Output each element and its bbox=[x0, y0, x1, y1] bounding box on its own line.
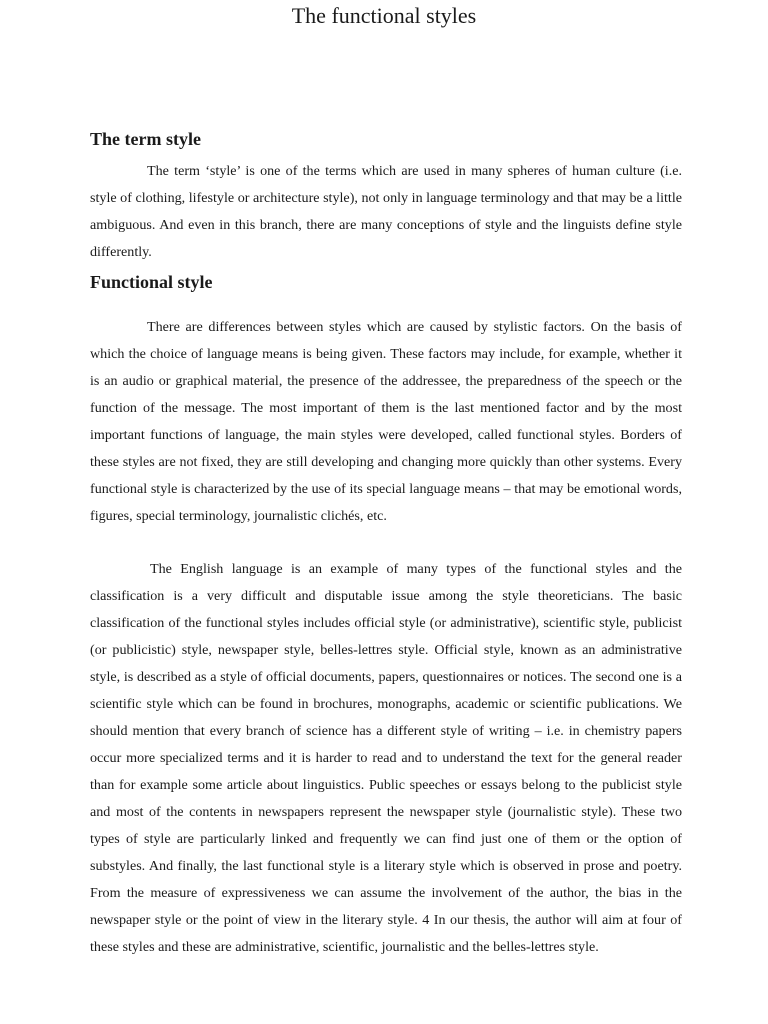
paragraph-stylistic-factors: There are differences between styles which are caused by stylistic factors. On the basis of which the choice of language means is being given. These factors may include, for example, whether it is an audio or graphical material, the presence of the addressee, the preparedness of the speech or the function of the message. The most important of them is the last mentioned factor and by the most important functions of language, the main styles were developed, called functional styles. Borders of these styles are not fixed, they are still developing and changing more quickly than other systems. Every functional style is characterized by the use of its special language means – that may be emotional words, figures, special terminology, journalistic clichés, etc. bbox=[90, 319, 682, 524]
section-heading-functional-style: Functional style bbox=[90, 272, 213, 292]
paragraph-english-classification: The English language is an example of many types of the functional styles and the classification is a very difficult and disputable issue among the style theoreticians. The basic classification of the functional styles includes official style (or administrative), scientific style, publicist (or publicistic) style, newspaper style, belles-lettres style. Official style, known as an administrative style, is described as a style of official documents, papers, questionnaires or notices. The second one is a scientific style which can be found in brochures, monographs, academic or scientific publications. We should mention that every branch of science has a different style of writing – i.e. in chemistry papers occur more specialized terms and it is harder to read and to understand the text for the general reader than for example some article about linguistics. Public speeches or essays belong to the publicist style and most of the contents in newspapers represent the newspaper style (journalistic style). These two types of style are particularly linked and frequently we can find just one of them or the option of substyles. And finally, the last functional style is a literary style which is observed in prose and poetry. From the measure of expressiveness we can assume the involvement of the author, the bias in the newspaper style or the point of view in the literary style. 4 In our thesis, the author will aim at four of these styles and these are administrative, scientific, journalistic and the belles-lettres style. bbox=[90, 561, 682, 955]
paragraph-term-style: The term ‘style’ is one of the terms which are used in many spheres of human culture (i.e. style of clothing, lifestyle or architecture style), not only in language terminology and that may be a little ambiguous. And even in this branch, there are many conceptions of style and the linguists define style differently. bbox=[90, 163, 682, 260]
document-title: The functional styles bbox=[291, 3, 477, 28]
section-heading-term-style: The term style bbox=[90, 129, 201, 149]
